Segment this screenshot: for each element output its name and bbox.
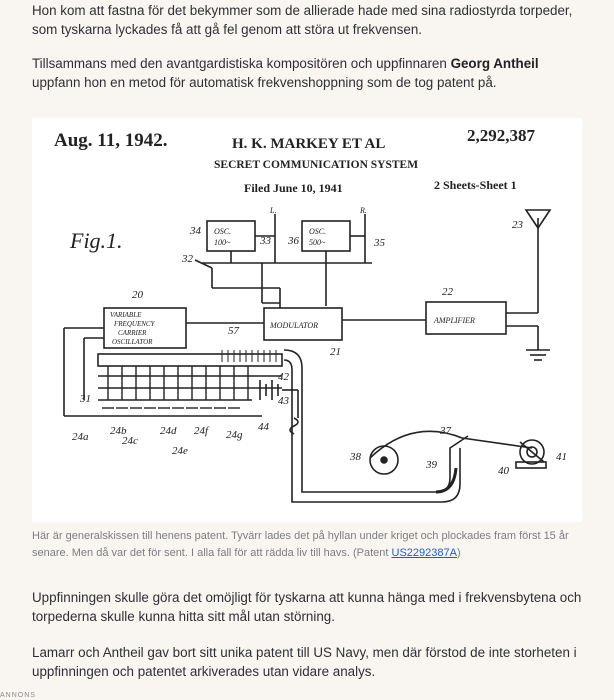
- patent-title: SECRET COMMUNICATION SYSTEM: [214, 159, 419, 171]
- ref-24a: 24a: [72, 431, 89, 443]
- antheil-text-before: Tillsammans med den avantgardistiska kompositören och uppfinnaren: [32, 56, 451, 71]
- ref-41: 41: [556, 451, 567, 463]
- patent-link[interactable]: US2292387A: [391, 547, 457, 559]
- figure-label: Fig.1.: [70, 228, 123, 253]
- footer-label: ANNONS: [0, 692, 36, 699]
- osc1-label-b: 100~: [214, 238, 231, 247]
- patent-sheets: 2 Sheets-Sheet 1: [434, 178, 517, 192]
- ref-34: 34: [190, 225, 201, 237]
- ref-24e: 24e: [172, 445, 188, 457]
- purpose-paragraph: Uppfinningen skulle göra det omöjligt för tyskarna att kunna hänga med i frekvensbytena och torpederna skulle kunna hitta sitt mål utan störning.: [32, 590, 582, 624]
- patent-date: Aug. 11, 1942.: [54, 130, 168, 151]
- ref-32: 32: [182, 253, 193, 265]
- patent-number: 2,292,387: [467, 126, 535, 145]
- figure-caption: [32, 528, 584, 562]
- navy-paragraph: Lamarr och Antheil gav bort sitt unika patent till US Navy, men där förstod de inte storheten i uppfinningen och patentet arkiverades utan vidare analys.: [32, 645, 577, 679]
- antheil-text-after: uppfann hon en metod för automatisk frekvenshoppning som de tog patent på.: [32, 75, 497, 90]
- ref-44: 44: [258, 421, 269, 433]
- ref-37: 37: [440, 425, 451, 437]
- patent-figure: [32, 118, 582, 522]
- ref-38: 38: [350, 451, 361, 463]
- ref-57: 57: [228, 325, 239, 337]
- ref-36: 36: [288, 235, 299, 247]
- modulator-label: MODULATOR: [270, 321, 319, 330]
- antheil-name: Georg Antheil: [450, 56, 539, 71]
- osc2-label-a: OSC.: [309, 227, 327, 236]
- vfo-line-4: OSCILLATOR: [112, 338, 153, 346]
- intro-paragraph: Hon kom att fastna för det bekymmer som de allierade hade med sina radiostyrda torpeder, som tyskarna lyckades få att gå fel genom att störa ut frekvensen.: [32, 3, 573, 37]
- ref-24g: 24g: [226, 429, 243, 441]
- ref-21: 21: [330, 346, 341, 358]
- caption-end: ): [456, 547, 461, 559]
- vfo-line-3: CARRIER: [118, 329, 147, 337]
- ref-20: 20: [132, 289, 143, 301]
- ref-33: 33: [260, 235, 271, 247]
- contact-array: [102, 366, 248, 408]
- antheil-paragraph: [32, 54, 584, 92]
- ref-24c: 24c: [122, 435, 138, 447]
- ref-31: 31: [80, 393, 91, 405]
- caption-text: Här är generalskissen till henens patent. Tyvärr lades det på hyllan under kriget och plockades fram först 15 år senare. Men då var det för sent. I alla fall för att rädda liv till havs. (Patent: [32, 530, 569, 559]
- label-r: R.: [360, 206, 367, 215]
- vfo-line-2: FREQUENCY: [114, 320, 155, 328]
- ref-35: 35: [374, 237, 385, 249]
- ref-24f: 24f: [194, 425, 209, 437]
- ref-24b: 24b: [110, 425, 127, 437]
- patent-filed: Filed June 10, 1941: [244, 181, 343, 195]
- amplifier-label: AMPLIFIER: [434, 316, 475, 325]
- ref-24d: 24d: [160, 425, 177, 437]
- ref-22: 22: [442, 286, 453, 298]
- vfo-line-1: VARIABLE: [110, 311, 142, 319]
- osc2-label-b: 500~: [309, 238, 326, 247]
- ref-42: 42: [278, 371, 289, 383]
- ref-39: 39: [426, 459, 437, 471]
- patent-drawing: [32, 118, 582, 522]
- ref-43: 43: [278, 395, 289, 407]
- label-l: L.: [270, 206, 277, 215]
- ref-23: 23: [512, 219, 523, 231]
- patent-inventor: H. K. MARKEY ET AL: [232, 136, 386, 152]
- osc1-label-a: OSC.: [214, 227, 232, 236]
- ref-40: 40: [498, 465, 509, 477]
